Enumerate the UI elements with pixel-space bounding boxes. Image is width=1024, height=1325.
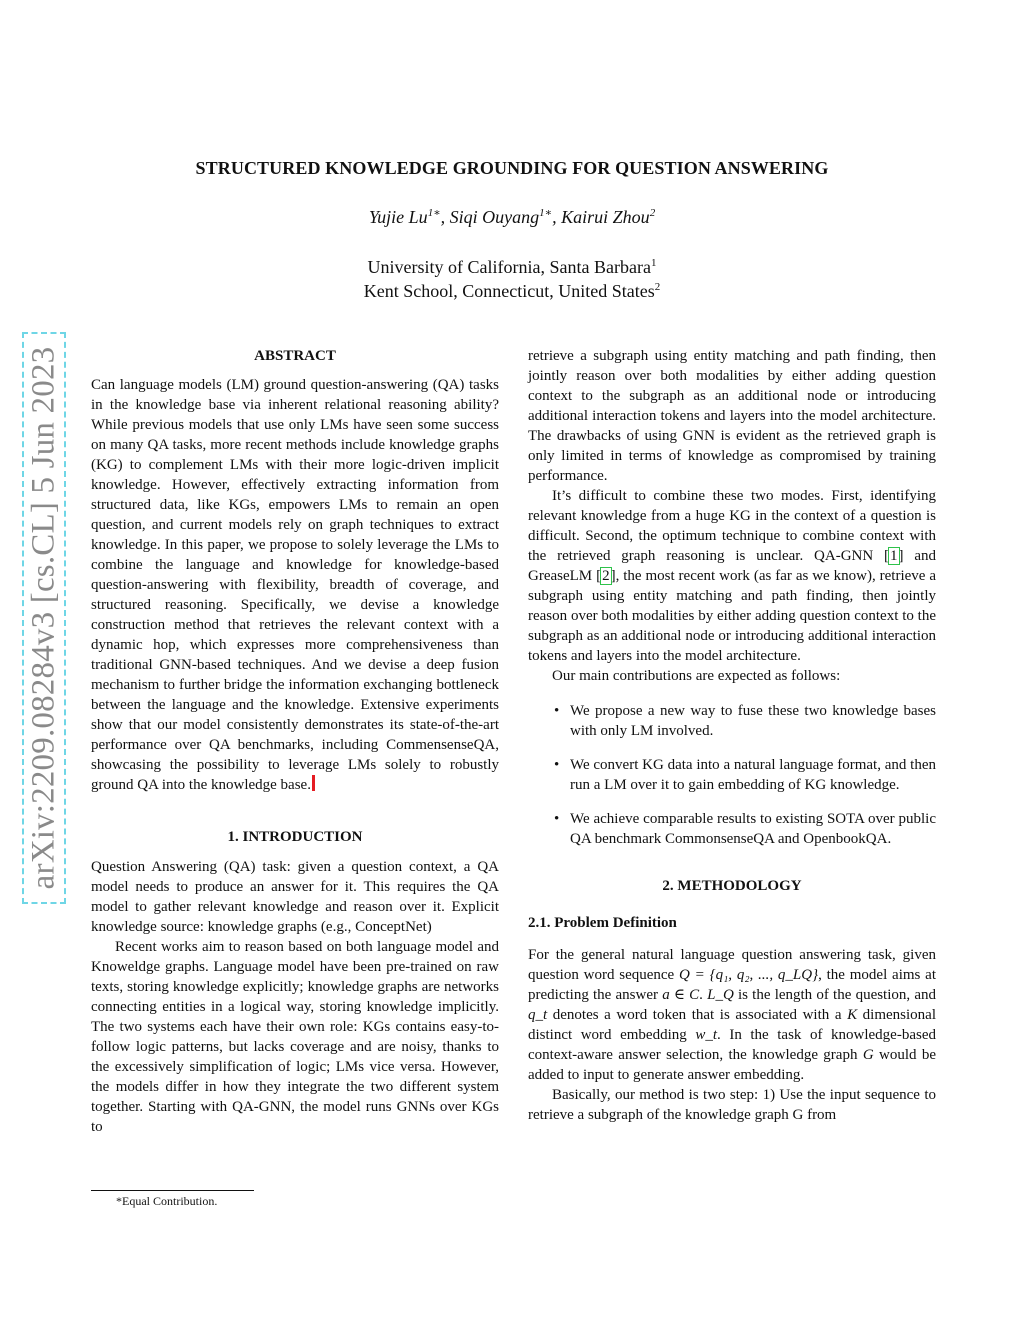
method-paragraph: Basically, our method is two step: 1) Use the input sequence to retrieve a subgraph of the knowledge graph G from (528, 1087, 936, 1123)
footnote: *Equal Contribution. (116, 1194, 218, 1208)
author-mark: 2 (649, 207, 656, 219)
subsection-heading: 2.1. Problem Definition (528, 915, 677, 931)
abstract-heading: ABSTRACT (254, 348, 336, 364)
list-item: • We achieve comparable results to existing SOTA over public QA benchmark CommonsenseQA and OpenbookQA. (554, 811, 936, 847)
author-name: Kairui Zhou (561, 207, 650, 227)
bullet-icon: • (554, 811, 560, 827)
affiliation-list (0, 255, 1024, 303)
author-mark: 1∗ (539, 207, 553, 219)
annotation-marker (312, 775, 315, 791)
author-name: Siqi Ouyang (449, 207, 540, 227)
author-name: Yujie Lu (368, 207, 428, 227)
bullet-icon: • (554, 757, 560, 773)
contributions-list (528, 701, 936, 849)
list-item: • We convert KG data into a natural language format, and then run a LM over it to gain embedding of KG knowledge. (554, 757, 936, 793)
methodology-heading: 2. METHODOLOGY (662, 878, 802, 894)
citation-link[interactable]: 1 (890, 548, 898, 564)
arxiv-id: arXiv:2209.08284v3 [cs.CL] 5 Jun 2023 (25, 346, 62, 890)
intro-paragraph: It’s difficult to combine these two modes. First, identifying relevant knowledge from a huge KG in the context of a question is difficult. Second, the optimum technique to combine context with the retrieved graph reasoning is unclear. QA-GNN [1] and GreaseLM [2], the most recent work (as far as we know), retrieve a subgraph using entity matching and path finding, then jointly reason over both modalities by either adding question context to the subgraph as an additional node or introducing additional interaction tokens and layers into the model architecture. (528, 488, 936, 664)
author-list: Yujie $Lu^{1∗}$, Siqi Ouyang$^{1∗}$, Kairui Zhou$^2$ (368, 207, 656, 227)
citation-link[interactable]: 2 (602, 568, 610, 584)
right-column (528, 346, 936, 1125)
author-mark: 1∗ (427, 207, 441, 219)
intro-paragraph: Recent works aim to reason based on both language model and Knoweldge graphs. Language model have been pre-trained on raw texts, storing knowledge explicitly; knowledge graphs are networks connecting entities in a logical way, storing knowledge implicitly. The two systems each have their own role: KGs contains easy-to-follow logic patterns, but lacks coverage and are noisy, thanks to the excessively simplification of logic; LMs vice versa. However, the models differ in how they integrate the two different system together. Starting with QA-GNN, the model runs GNNs over KGs to (91, 939, 499, 1135)
left-column (91, 346, 499, 1137)
bullet-icon: • (554, 703, 560, 719)
method-paragraph: For the general natural language question answering task, given question word sequence Q = {q₁, q₂, ..., q_LQ}, the model aims at predicting the answer a ∈ C. L_Q is the length of the question, and q_t denotes a word token that is associated with a K dimensional distinct word embedding w_t. In the task of knowledge-based context-aware answer selection, the knowledge graph G would be added to input to generate answer embedding. (528, 947, 936, 1083)
introduction-heading: 1. INTRODUCTION (227, 829, 363, 845)
arxiv-stamp (22, 332, 66, 904)
contributions-lead: Our main contributions are expected as follows: (552, 668, 841, 684)
intro-paragraph: Question Answering (QA) task: given a question context, a QA model needs to produce an answer for it. This requires the QA model to gather relevant knowledge and reason over it. Explicit knowledge source: knowledge graphs (e.g., ConceptNet) (91, 859, 499, 935)
list-item: • We propose a new way to fuse these two knowledge bases with only LM involved. (554, 703, 936, 739)
footnote-rule (91, 1190, 254, 1191)
paper-title: STRUCTURED KNOWLEDGE GROUNDING FOR QUESTION ANSWERING (195, 158, 829, 178)
affiliation: University of California, Santa Barbara$^1$ (367, 257, 657, 277)
affiliation: Kent School, Connecticut, United States$^2$ (363, 281, 661, 301)
intro-paragraph-continued: retrieve a subgraph using entity matching and path finding, then jointly reason over both modalities by either adding question context to the subgraph as an additional node or introducing additional interaction tokens and layers into the model architecture. The drawbacks of using GNN is evident as the retrieved graph is only limited in terms of knowledge as compromised by training performance. (528, 348, 936, 484)
abstract-text: Can language models (LM) ground question-answering (QA) tasks in the knowledge base via inherent relational reasoning ability? While previous models that use only LMs have seen some success on many QA tasks, more recent methods include knowledge graphs (KG) to complement LMs with their more logic-driven implicit knowledge. However, effectively extracting information from structured data, like KGs, empowers LMs to remain an open question, and current models rely on graph techniques to extract knowledge. In this paper, we propose to solely leverage the LMs to combine the language and knowledge for knowledge-based question-answering with flexibility, breadth of coverage, and structured reasoning. Specifically, we devise a knowledge construction method that retrieves the relevant context with a dynamic hop, which expresses more comprehensiveness than traditional GNN-based techniques. And we devise a deep fusion mechanism to further bridge the information exchanging bottleneck between the language and the knowledge. Extensive experiments show that our model consistently demonstrates its state-of-the-art performance over QA benchmarks, including CommensenseQA, showcasing the possibility to leverage LMs solely to robustly ground QA into the knowledge base. (91, 377, 499, 793)
